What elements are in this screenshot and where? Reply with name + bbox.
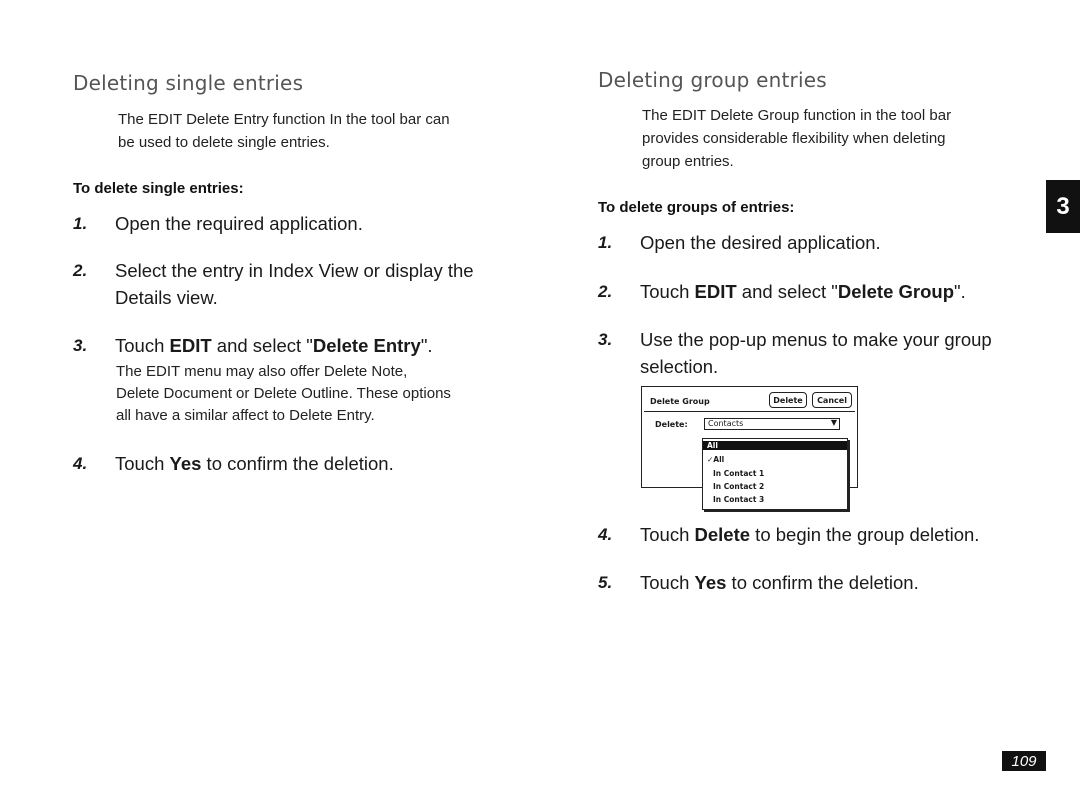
popup-option[interactable]: ✓All — [707, 455, 725, 464]
cancel-button[interactable]: Cancel — [812, 392, 852, 408]
popup-option-selected[interactable]: All — [703, 441, 847, 450]
divider — [644, 411, 855, 412]
step-number: 4. — [598, 525, 613, 544]
subhead-single: To delete single entries: — [73, 180, 244, 197]
intro-line: be used to delete single entries. — [118, 134, 330, 151]
step-item — [73, 257, 513, 313]
step-number: 2. — [73, 261, 88, 280]
delete-field-label: Delete: — [655, 420, 688, 429]
step-text: Touch EDIT and select "Delete Entry". — [115, 335, 433, 356]
section-heading-single: Deleting single entries — [73, 71, 304, 95]
delete-field-select[interactable] — [704, 418, 840, 430]
step-text: Select the entry in Index View or display the — [115, 260, 474, 281]
note-text — [116, 361, 451, 427]
step-number: 5. — [598, 573, 613, 592]
step-text: Touch Delete to begin the group deletion. — [640, 524, 980, 545]
section-heading-group: Deleting group entries — [598, 68, 827, 92]
step-text: selection. — [640, 356, 719, 377]
group-popup-menu — [702, 438, 848, 510]
step-number: 4. — [73, 454, 88, 473]
step-text: Details view. — [115, 287, 218, 308]
step-number: 2. — [598, 282, 613, 301]
step-text: Touch EDIT and select "Delete Group". — [640, 281, 966, 302]
dialog-title: Delete Group — [650, 397, 710, 406]
popup-option[interactable]: In Contact 3 — [713, 495, 765, 504]
step-text: Touch Yes to confirm the deletion. — [640, 572, 919, 593]
note-line: Delete Document or Delete Outline. These options — [116, 385, 451, 402]
popup-option[interactable]: In Contact 1 — [713, 469, 765, 478]
step-text: Open the desired application. — [640, 232, 881, 253]
intro-line: The EDIT Delete Entry function In the tool bar can — [118, 111, 450, 128]
chapter-tab: 3 — [1046, 180, 1080, 233]
step-text: Open the required application. — [115, 213, 363, 234]
step-number: 3. — [73, 336, 88, 355]
dropdown-arrow-icon: ▼ — [830, 418, 837, 427]
step-item — [598, 326, 1018, 382]
step-number: 1. — [73, 214, 88, 233]
intro-group — [642, 104, 951, 173]
step-number: 3. — [598, 330, 613, 349]
step-number: 1. — [598, 233, 613, 252]
intro-line: provides considerable flexibility when deleting — [642, 130, 946, 147]
intro-single — [118, 108, 450, 154]
step-text: Use the pop-up menus to make your group — [640, 329, 992, 350]
select-value: Contacts — [708, 419, 744, 428]
step-text: Touch Yes to confirm the deletion. — [115, 453, 394, 474]
note-line: The EDIT menu may also offer Delete Note, — [116, 363, 408, 380]
intro-line: group entries. — [642, 153, 734, 170]
page-number: 109 — [1002, 751, 1046, 771]
delete-button[interactable]: Delete — [769, 392, 807, 408]
subhead-group: To delete groups of entries: — [598, 199, 795, 216]
note-line: all have a similar affect to Delete Entry. — [116, 407, 375, 424]
popup-option[interactable]: In Contact 2 — [713, 482, 765, 491]
intro-line: The EDIT Delete Group function in the tool bar — [642, 107, 952, 124]
